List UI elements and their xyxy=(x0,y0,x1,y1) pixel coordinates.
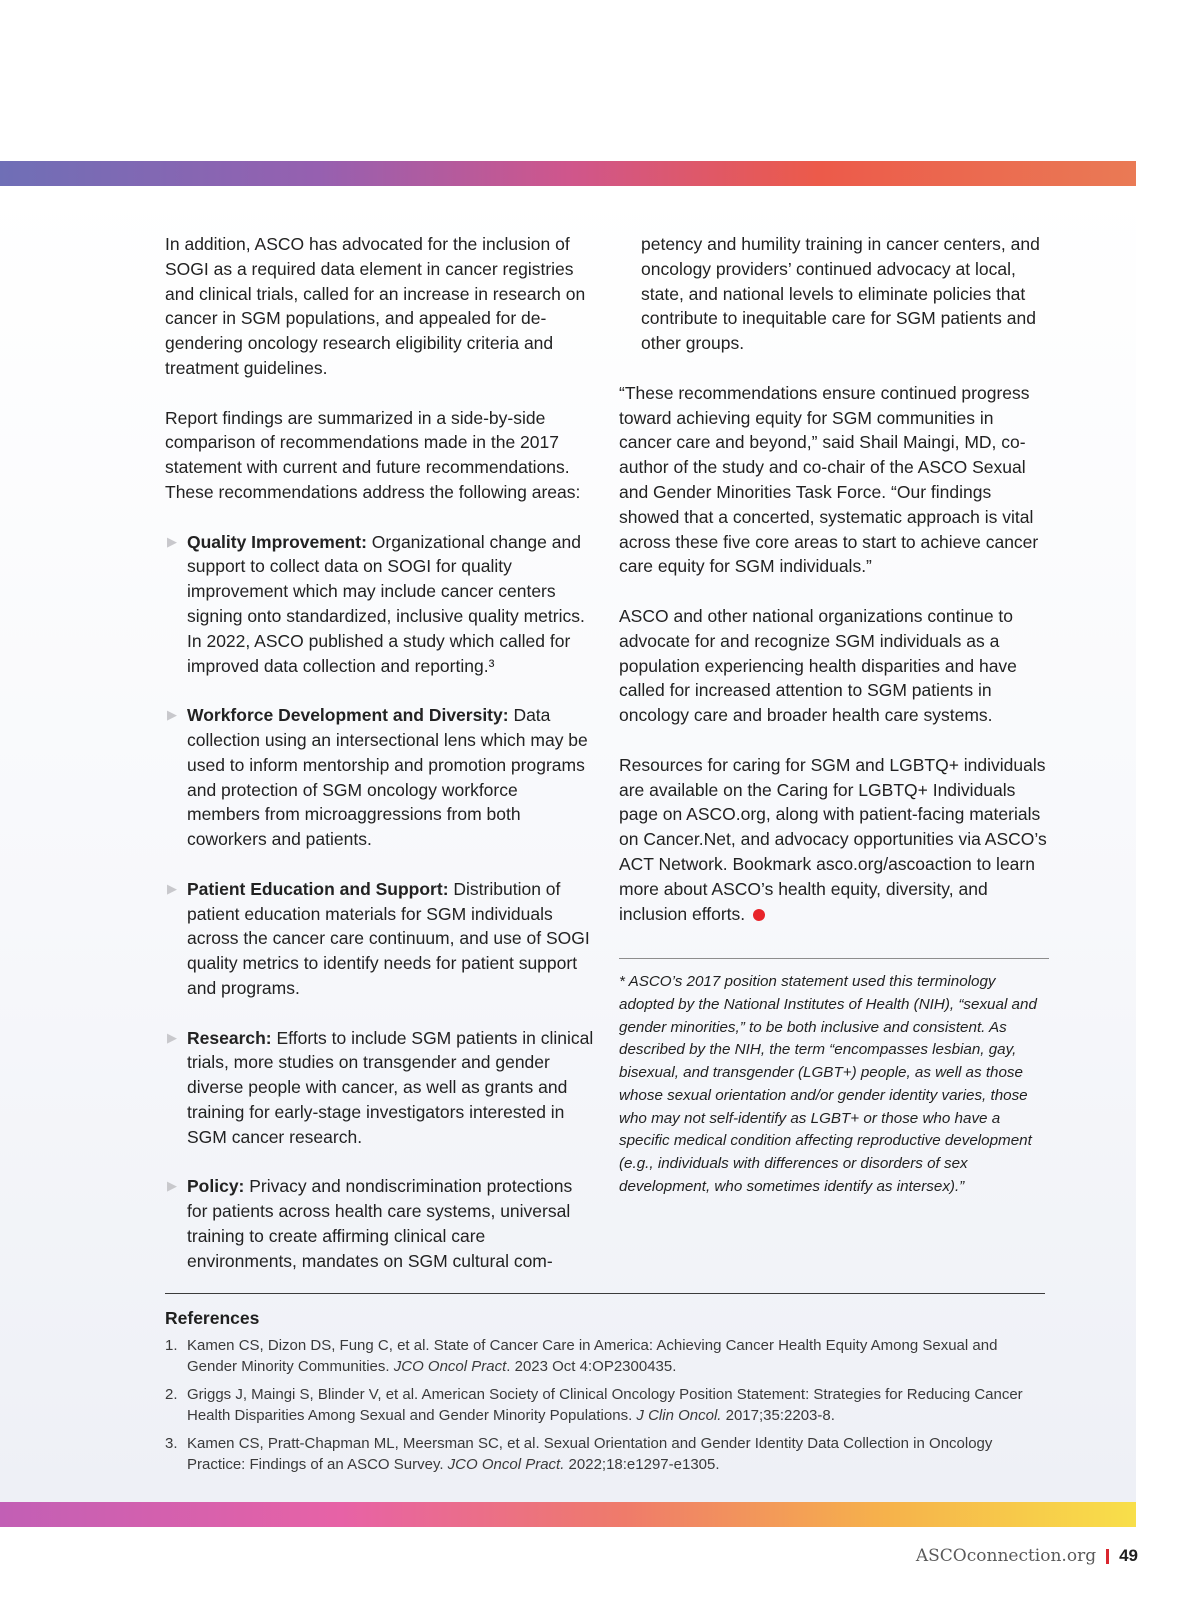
resources-paragraph xyxy=(619,753,1049,927)
reference-details: . 2023 Oct 4:OP2300435. xyxy=(506,1357,677,1375)
references-title: References xyxy=(165,1308,260,1328)
triangle-bullet-icon: ▶ xyxy=(167,880,177,896)
bullet-text: Privacy and nondiscrimination protections for patients across health care systems, universal training to create affirming clinical care environments, mandates on SGM cultural com- xyxy=(187,1176,573,1271)
reference-item xyxy=(165,1336,1045,1377)
page-footer xyxy=(916,1546,1138,1566)
top-gradient-band xyxy=(0,161,1136,186)
quote-paragraph: “These recommendations ensure continued progress toward achieving equity for SGM communities in cancer care and beyond,” said Shail Maingi, MD, co-author of the study and co-chair of the ASCO Sexual and Gender Minorities Task Force. “Our findings showed that a concerted, systematic approach is vital across these five core areas to start to achieve cancer care equity for SGM individuals.” xyxy=(619,382,1039,577)
reference-number: 2. xyxy=(165,1386,178,1403)
bullet-heading: Policy: xyxy=(187,1176,245,1197)
reference-number: 3. xyxy=(165,1435,178,1452)
reference-item xyxy=(165,1385,1045,1426)
bullet-workforce-development xyxy=(165,703,595,852)
bullet-quality-improvement xyxy=(165,530,595,679)
triangle-bullet-icon: ▶ xyxy=(167,533,177,549)
policy-continuation: petency and humility training in cancer centers, and oncology providers’ continued advocacy at local, state, and national levels to eliminate policies that contribute to inequitable care for SGM patients and other groups. xyxy=(641,234,1040,354)
bullet-heading: Workforce Development and Diversity: xyxy=(187,705,509,726)
reference-citation: Griggs J, Maingi S, Blinder V, et al. American Society of Clinical Oncology Position Statement: Strategies for Reducing Cancer Health Disparities Among Sexual and Gender Minority Populations. xyxy=(187,1386,1023,1424)
bullet-heading: Patient Education and Support: xyxy=(187,878,449,899)
bullet-policy xyxy=(165,1174,595,1273)
reference-citation: Kamen CS, Dizon DS, Fung C, et al. State of Cancer Care in America: Achieving Cancer Health Equity Among Sexual and Gender Minority Communities. xyxy=(187,1337,998,1375)
reference-journal: J Clin Oncol. xyxy=(636,1406,722,1424)
recommendation-list xyxy=(165,530,595,1274)
advocacy-paragraph: ASCO and other national organizations continue to advocate for and recognize SGM individuals as a population experiencing health disparities and have called for increased attention to SGM patients in oncology care and broader health care systems. xyxy=(619,605,1017,726)
bullet-text: Efforts to include SGM patients in clinical trials, more studies on transgender and gender diverse people with cancer, as well as grants and training for early-stage investigators interested in SGM cancer research. xyxy=(187,1027,594,1147)
end-of-article-dot-icon xyxy=(753,909,765,921)
bullet-text: Organizational change and support to collect data on SOGI for quality improvement which may include cancer centers signing onto standardized, inclusive quality metrics. In 2022, ASCO published a study which called for improved data collection and reporting.³ xyxy=(187,531,585,676)
bullet-text: Distribution of patient education materials for SGM individuals across the cancer care continuum, and use of SOGI quality metrics to identify needs for patient support and programs. xyxy=(187,878,590,998)
intro-paragraph: In addition, ASCO has advocated for the inclusion of SOGI as a required data element in cancer registries and clinical trials, called for an increase in research on cancer in SGM populations, and appealed for de-gendering oncology research eligibility criteria and treatment guidelines. xyxy=(165,234,586,378)
bullet-heading: Quality Improvement: xyxy=(187,531,367,552)
reference-text xyxy=(187,1434,1045,1475)
bullet-heading: Research: xyxy=(187,1027,272,1048)
page-number: 49 xyxy=(1119,1546,1138,1565)
triangle-bullet-icon: ▶ xyxy=(167,707,177,723)
triangle-bullet-icon: ▶ xyxy=(167,1029,177,1045)
bullet-research xyxy=(165,1026,595,1150)
resources-text: Resources for caring for SGM and LGBTQ+ individuals are available on the Caring for LGBTQ+ Individuals page on ASCO.org, along with patient-facing materials on Cancer.Net, and advocacy opportunities via ASCO’s ACT Network. Bookmark asco.org/ascoaction to learn more about ASCO’s health equity, diversity, and inclusion efforts. xyxy=(619,754,1047,924)
reference-text xyxy=(187,1385,1045,1426)
left-column xyxy=(165,232,595,1298)
bullet-text: Data collection using an intersectional lens which may be used to inform mentorship and promotion programs and protection of SGM oncology workforce members from microaggressions from both coworkers and patients. xyxy=(187,705,588,850)
footer-site: ASCOconnection.org xyxy=(915,1546,1097,1566)
reference-item xyxy=(165,1434,1045,1475)
summary-paragraph: Report findings are summarized in a side-by-side comparison of recommendations made in the 2017 statement with current and future recommendations. These recommendations address the following areas: xyxy=(165,407,581,502)
reference-journal: JCO Oncol Pract. xyxy=(447,1455,565,1473)
bottom-gradient-band xyxy=(0,1502,1136,1527)
reference-citation: Kamen CS, Pratt-Chapman ML, Meersman SC, et al. Sexual Orientation and Gender Identity Data Collection in Oncology Practice: Findings of an ASCO Survey. xyxy=(187,1435,993,1473)
reference-text xyxy=(187,1336,1045,1377)
reference-journal: JCO Oncol Pract xyxy=(393,1357,507,1375)
footer-separator xyxy=(1106,1549,1109,1564)
terminology-footnote: * ASCO’s 2017 position statement used this terminology adopted by the National Institutes of Health (NIH), “sexual and gender minorities,” to be both inclusive and consistent. As described by the NIH, the term “encompasses lesbian, gay, bisexual, and transgender (LGBT+) people, as well as those whose sexual orientation and/or gender identity varies, those who may not self-identify as LGBT+ or those who have a specific medical condition affecting reproductive development (e.g., individuals with differences or disorders of sex development, who sometimes identify as intersex).” xyxy=(619,958,1049,1198)
references-section xyxy=(165,1293,1045,1483)
right-column xyxy=(619,232,1049,1198)
bullet-patient-education xyxy=(165,877,595,1001)
reference-details: 2022;18:e1297-e1305. xyxy=(564,1455,720,1473)
triangle-bullet-icon: ▶ xyxy=(167,1178,177,1194)
reference-number: 1. xyxy=(165,1337,178,1354)
reference-details: 2017;35:2203-8. xyxy=(721,1406,835,1424)
